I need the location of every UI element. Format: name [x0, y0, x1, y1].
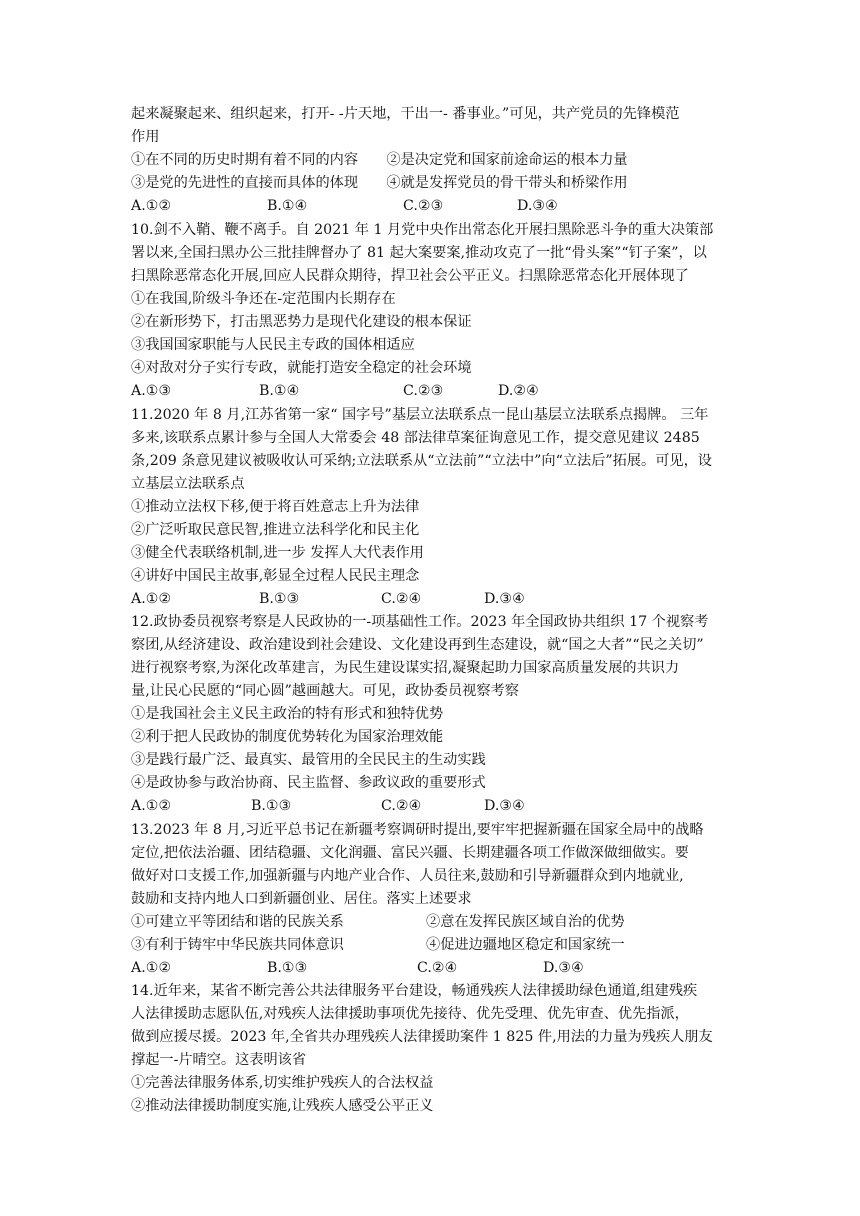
question-text-line: 条,209 条意见建议被吸收认可采纳;立法联系从“立法前”“立法中”向“立法后”拓展。可见，设	[131, 453, 712, 469]
choice-line: ③是践行最广泛、最真实、最管用的全民民主的生动实践	[131, 752, 486, 768]
question-text-line: 进行视察考察,为深化改革建言，为民生建设谋实招,凝聚起助力国家高质量发展的共识力	[131, 660, 680, 676]
question-text-line: 察团,从经济建设、政治建设到社会建设、文化建设再到生态建设，就“国之大者”“民之关切”	[131, 637, 704, 653]
answer-option-a: A.①②	[131, 591, 172, 607]
question-text-line: 作用	[131, 129, 160, 145]
answer-option-c: C.②④	[417, 960, 458, 976]
choice-line: ①完善法律服务体系,切实维护残疾人的合法权益	[131, 1075, 434, 1091]
answer-option-c: C.②③	[403, 383, 444, 399]
choice-line: ②利于把人民政协的制度优势转化为国家治理效能	[131, 729, 444, 745]
choice-item: ③有利于铸牢中华民族共同体意识	[131, 937, 344, 953]
answer-option-b: B.①③	[267, 960, 308, 976]
answer-option-d: D.③④	[517, 198, 558, 214]
question-text-line: 11.2020 年 8 月,江苏省第一家“ 国字号”基层立法联系点一昆山基层立法联系点揭牌。 三年	[131, 407, 709, 423]
question-text-line: 10.剑不入鞘、鞭不离手。自 2021 年 1 月党中央作出常态化开展扫黑除恶斗争的重大决策部	[131, 222, 714, 238]
answer-option-a: A.①②	[131, 798, 172, 814]
question-text-line: 量,让民心民愿的“同心圆”越画越大。可见，政协委员视察考察	[131, 683, 519, 699]
choice-line: ①在我国,阶级斗争还在-定范围内长期存在	[131, 291, 396, 307]
question-text-line: 多来,该联系点累计参与全国人大常委会 48 部法律草案征询意见工作，提交意见建议 2485	[131, 430, 700, 446]
choice-line: ①推动立法权下移,便于将百姓意志上升为法律	[131, 499, 420, 515]
answer-option-c: C.②④	[381, 591, 422, 607]
choice-line: ②在新形势下，打击黑恶势力是现代化建设的根本保证	[131, 314, 472, 330]
choice-line: ①是我国社会主义民主政治的特有形式和独特优势	[131, 706, 444, 722]
answer-option-a: A.①②	[131, 960, 172, 976]
choice-line: ②推动法律援助制度实施,让残疾人感受公平正义	[131, 1098, 434, 1114]
choice-line: ④是政协参与政治协商、民主监督、参政议政的重要形式	[131, 775, 486, 791]
choice-item: ④促进边疆地区稳定和国家统一	[426, 937, 625, 953]
answer-option-c: C.②④	[381, 798, 422, 814]
question-text-line: 做好对口支援工作,加强新疆与内地产业合作、人员往来,鼓励和引导新疆群众到内地就业,	[131, 868, 684, 884]
answer-option-b: B.①③	[259, 591, 300, 607]
question-text-line: 13.2023 年 8 月,习近平总书记在新疆考察调研时提出,要牢牢把握新疆在国家全局中的战略	[131, 822, 704, 838]
question-text-line: 定位,把依法治疆、团结稳疆、文化润疆、富民兴疆、长期建疆各项工作做深做细做实。要	[131, 845, 689, 861]
answer-option-b: B.①④	[267, 198, 308, 214]
choice-line: ①在不同的历史时期有着不同的内容 ②是决定党和国家前途命运的根本力量	[131, 152, 628, 168]
choice-line: ③健全代表联络机制,进一步 发挥人大代表作用	[131, 545, 424, 561]
answer-option-b: B.①③	[251, 798, 292, 814]
choice-line: ③是党的先进性的直接而具体的体现 ④就是发挥党员的骨干带头和桥梁作用	[131, 175, 628, 191]
question-text-line: 12.政协委员视察考察是人民政协的一-项基础性工作。2023 年全国政协共组织 17 个视察考	[131, 614, 709, 630]
answer-option-d: D.③④	[543, 960, 584, 976]
question-text-line: 署以来,全国扫黑办公三批挂牌督办了 81 起大案要案,推动攻克了一批“骨头案”“钉子案”，以	[131, 245, 707, 261]
question-text-line: 做到应援尽援。2023 年,全省共办理残疾人法律援助案件 1 825 件,用法的力量为残疾人朋友	[131, 1029, 713, 1045]
answer-option-a: A.①③	[131, 383, 172, 399]
answer-option-d: D.③④	[484, 591, 525, 607]
choice-line: ④讲好中国民主故事,彰显全过程人民民主理念	[131, 568, 420, 584]
question-text-line: 起来凝聚起来、组织起来，打开- -片天地，干出一- 番事业。”可见，共产党员的先锋模范	[131, 106, 680, 122]
question-text-line: 鼓励和支持内地人口到新疆创业、居住。落实上述要求	[131, 891, 472, 907]
question-text-line: 14.近年来，某省不断完善公共法律服务平台建设，畅通残疾人法律援助绿色通道,组建残疾	[131, 983, 698, 999]
answer-option-b: B.①④	[259, 383, 300, 399]
choice-item: ①可建立平等团结和谐的民族关系	[131, 914, 344, 930]
choice-line: ③我国国家职能与人民民主专政的国体相适应	[131, 337, 415, 353]
answer-option-d: D.③④	[484, 798, 525, 814]
choice-line: ④对敌对分子实行专政，就能打造安全稳定的社会环境	[131, 360, 472, 376]
question-text-line: 扫黑除恶常态化开展,回应人民群众期待，捍卫社会公平正义。扫黑除恶常态化开展体现了	[131, 268, 689, 284]
choice-line: ②广泛听取民意民智,推进立法科学化和民主化	[131, 522, 420, 538]
answer-option-c: C.②③	[403, 198, 444, 214]
answer-option-d: D.②④	[498, 383, 539, 399]
question-text-line: 人法律援助志愿队伍,对残疾人法律援助事项优先接待、优先受理、优先审查、优先指派，	[131, 1006, 689, 1022]
answer-option-a: A.①②	[131, 198, 172, 214]
choice-item: ②意在发挥民族区域自治的优势	[426, 914, 625, 930]
question-text-line: 立基层立法联系点	[131, 476, 245, 492]
question-text-line: 撑起一-片晴空。这表明该省	[131, 1052, 307, 1068]
